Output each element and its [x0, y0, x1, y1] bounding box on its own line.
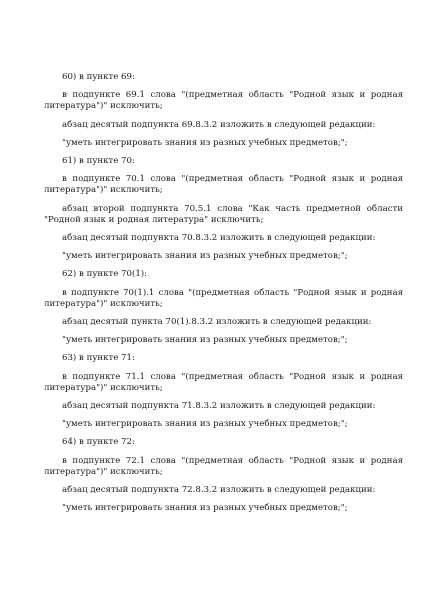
item-heading-62: 62) в пункте 70(1):: [62, 269, 148, 280]
paragraph: "уметь интегрировать знания из разных учебных предметов;";: [62, 251, 348, 262]
paragraph: в подпункте 70.1 слова "(предметная область "Родной язык и родная литература")" исключить;: [44, 174, 403, 196]
paragraph: абзац десятый подпункта 71.8.3.2 изложить в следующей редакции:: [62, 401, 376, 412]
paragraph: абзац десятый подпункта 70.8.3.2 изложить в следующей редакции:: [62, 233, 376, 244]
document-body: [44, 72, 403, 521]
paragraph: в подпункте 69.1 слова "(предметная область "Родной язык и родная литература")" исключить;: [44, 90, 403, 112]
item-heading-63: 63) в пункте 71:: [62, 353, 135, 364]
paragraph: "уметь интегрировать знания из разных учебных предметов;";: [62, 503, 348, 514]
paragraph: абзац десятый подпункта 69.8.3.2 изложить в следующей редакции:: [62, 119, 376, 130]
paragraph: в подпункте 71.1 слова "(предметная область "Родной язык и родная литература")" исключить;: [44, 371, 403, 393]
paragraph: абзац десятый пункта 70(1).8.3.2 изложить в следующей редакции:: [62, 317, 372, 328]
paragraph: абзац десятый подпункта 72.8.3.2 изложить в следующей редакции:: [62, 485, 376, 496]
paragraph: "уметь интегрировать знания из разных учебных предметов;";: [62, 419, 348, 430]
paragraph: в подпункте 70(1).1 слова "(предметная область "Родной язык и родная литература")" исключить;: [44, 287, 403, 309]
paragraph: абзац второй подпункта 70.5.1 слова "Как часть предметной области "Родной язык и родная литература" исключить;: [44, 203, 403, 225]
paragraph: "уметь интегрировать знания из разных учебных предметов;";: [62, 335, 348, 346]
paragraph: "уметь интегрировать знания из разных учебных предметов;";: [62, 137, 348, 148]
item-heading-64: 64) в пункте 72:: [62, 437, 135, 448]
paragraph: в подпункте 72.1 слова "(предметная область "Родной язык и родная литература")" исключить;: [44, 455, 403, 477]
item-heading-61: 61) в пункте 70:: [62, 156, 135, 167]
item-heading-60: 60) в пункте 69:: [62, 72, 135, 82]
